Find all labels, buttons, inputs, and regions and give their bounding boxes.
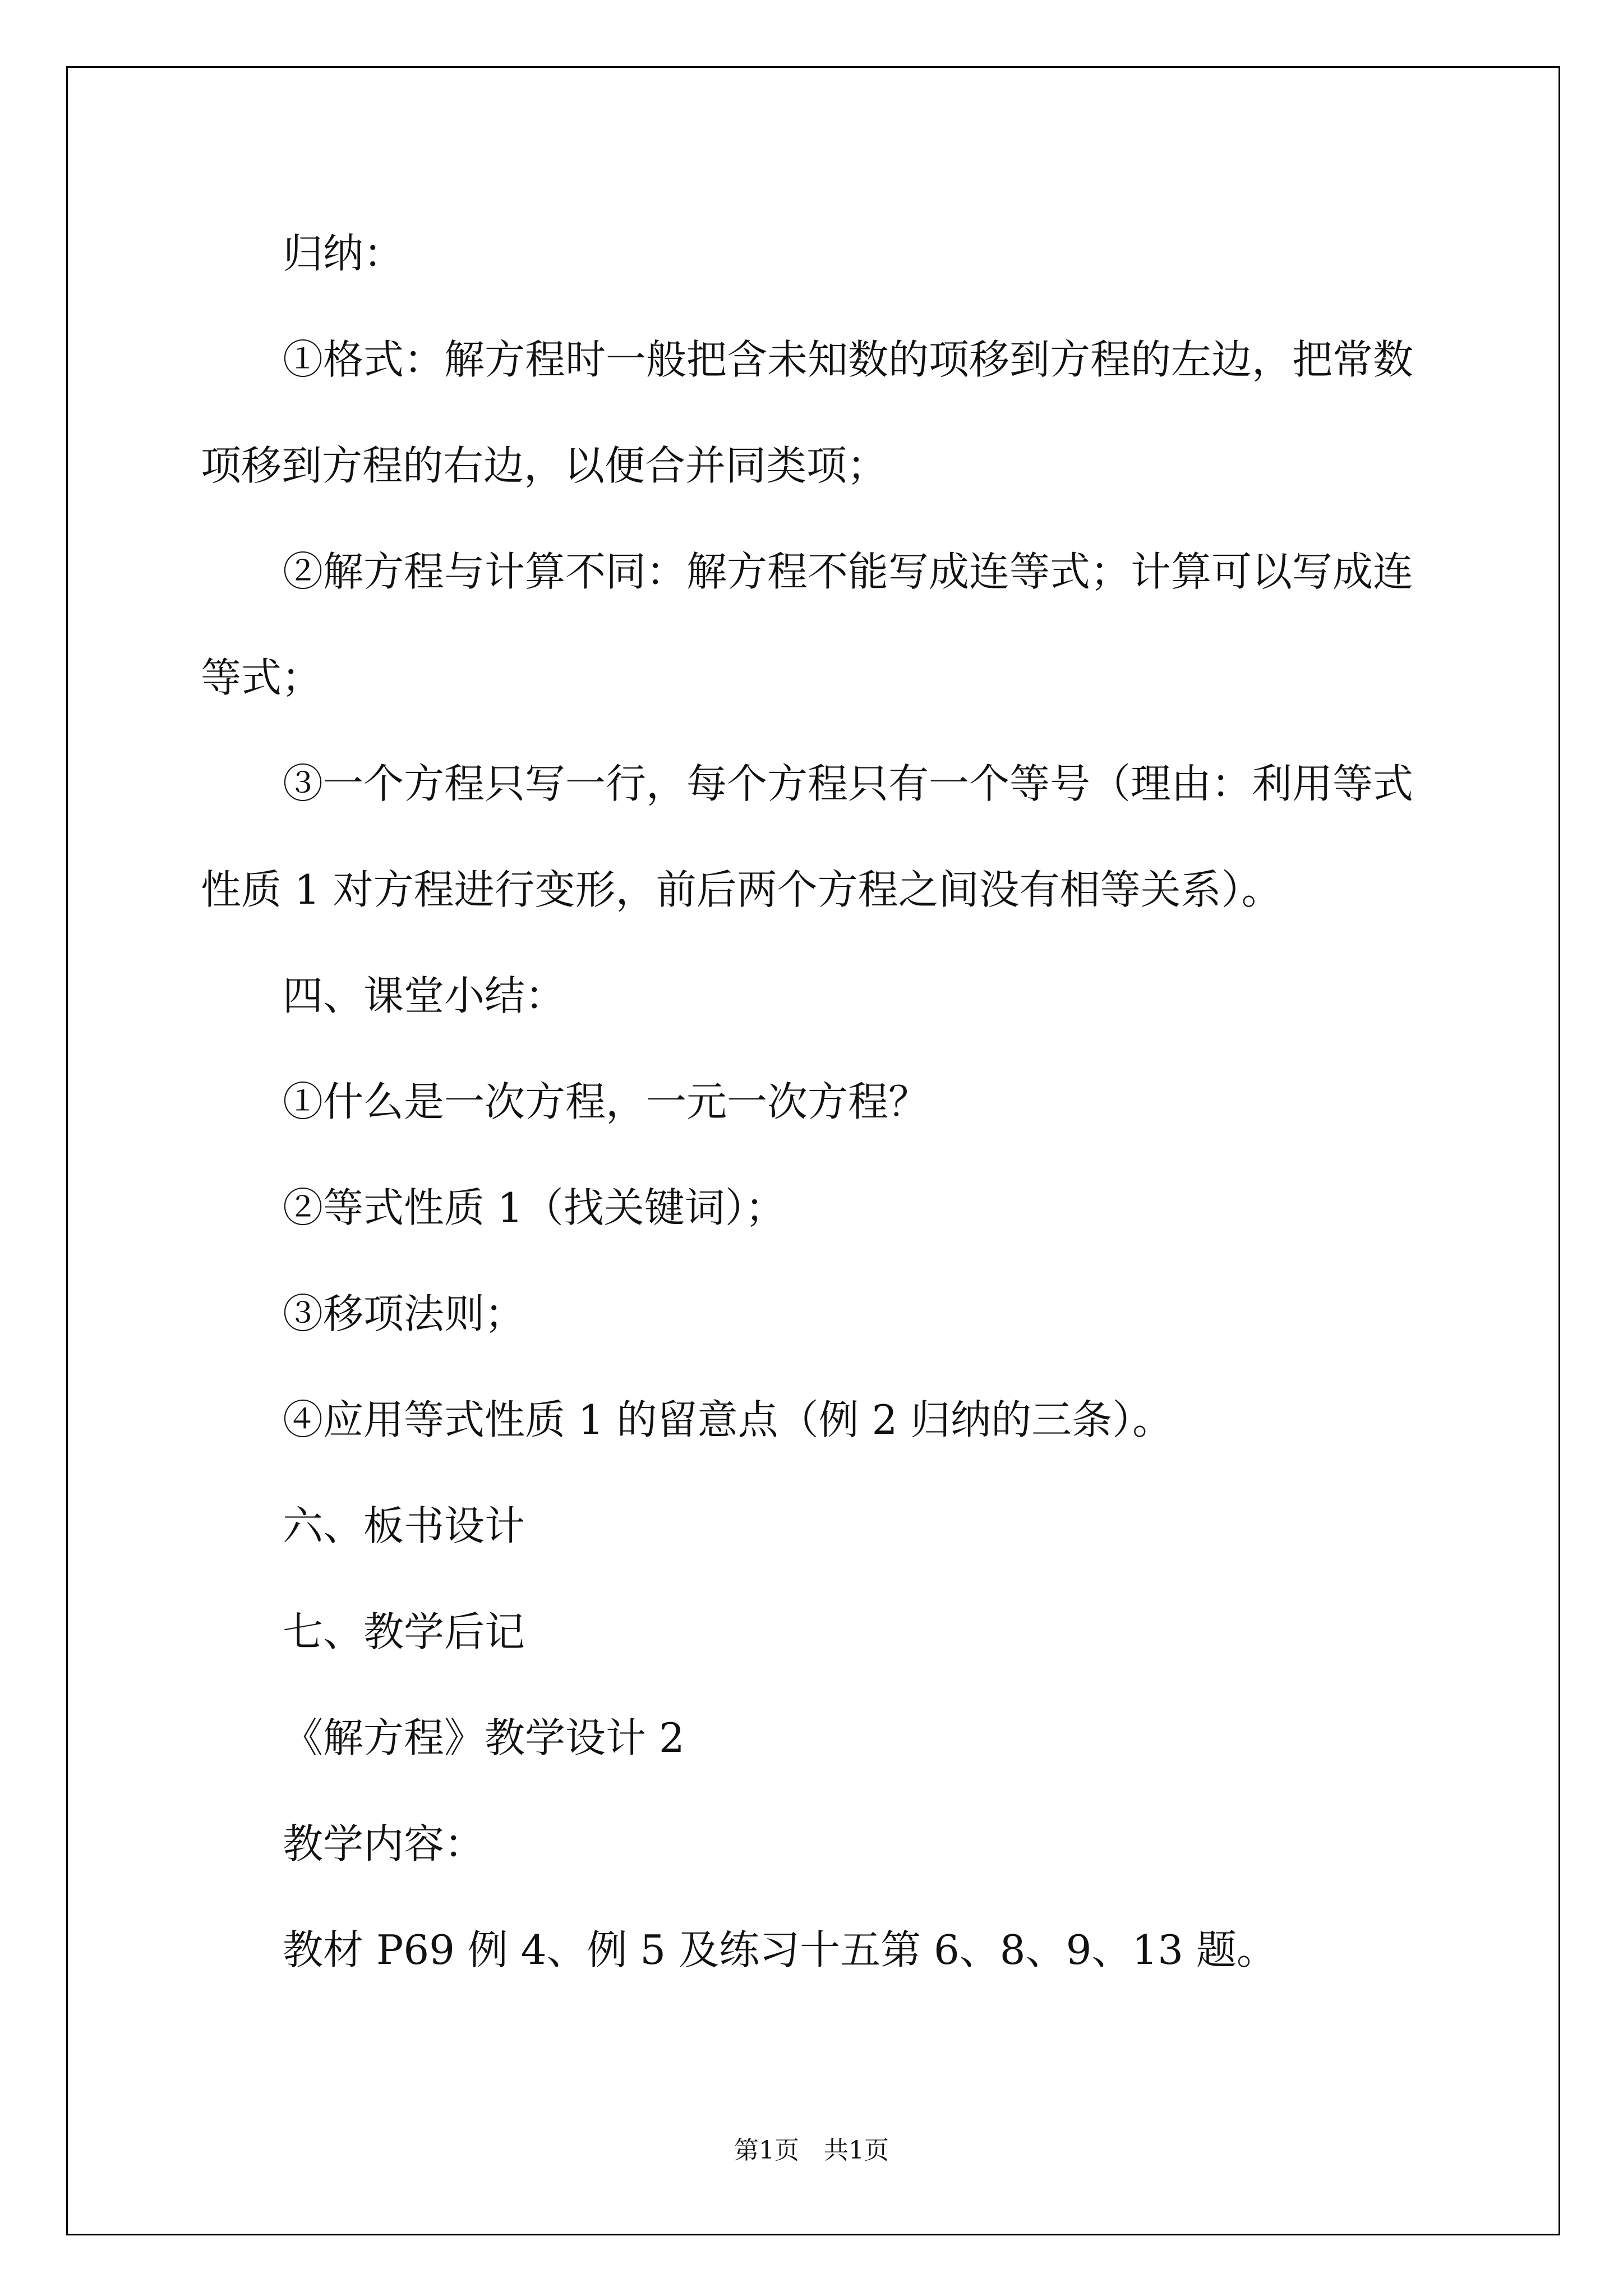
section-heading <box>201 1791 1435 1897</box>
section-heading <box>201 1579 1435 1685</box>
paragraph-line: ④应用等式性质 1 的留意点（例 2 归纳的三条）。 <box>283 1396 1173 1443</box>
document-body <box>201 201 1435 2003</box>
paragraph-line: ②解方程与计算不同：解方程不能写成连等式；计算可以写成连 <box>283 548 1414 595</box>
paragraph-line: ③移项法则； <box>283 1290 525 1337</box>
paragraph-line: 《解方程》教学设计 2 <box>283 1714 685 1761</box>
paragraph <box>201 1049 1435 1155</box>
paragraph-line: 等式； <box>201 654 322 701</box>
paragraph <box>201 1367 1435 1473</box>
paragraph-line: 教学内容： <box>283 1820 485 1867</box>
paragraph <box>201 731 1435 943</box>
paragraph-line: 项移到方程的右边，以便合并同类项； <box>201 442 888 489</box>
paragraph <box>201 1155 1435 1261</box>
paragraph-line: 归纳： <box>283 230 404 277</box>
paragraph <box>201 519 1435 731</box>
paragraph-line: 七、教学后记 <box>283 1608 525 1655</box>
paragraph <box>201 201 1435 307</box>
paragraph-line: 性质 1 对方程进行变形，前后两个方程之间没有相等关系）。 <box>201 866 1282 913</box>
paragraph <box>201 1897 1435 2003</box>
paragraph-line: ①格式：解方程时一般把含未知数的项移到方程的左边，把常数 <box>283 336 1414 383</box>
paragraph-line: 四、课堂小结： <box>283 972 566 1019</box>
paragraph-line: 教材 P69 例 4、例 5 及练习十五第 6、8、9、13 题。 <box>283 1926 1277 1973</box>
paragraph-line: ②等式性质 1（找关键词）； <box>283 1184 786 1231</box>
paragraph-line: 六、板书设计 <box>283 1502 525 1549</box>
document-title <box>201 1685 1435 1791</box>
page-footer: 第1页 共1页 <box>734 2136 889 2165</box>
paragraph <box>201 1261 1435 1367</box>
paragraph-line: ③一个方程只写一行，每个方程只有一个等号（理由：利用等式 <box>283 760 1414 807</box>
section-heading <box>201 1473 1435 1579</box>
paragraph-line: ①什么是一次方程，一元一次方程？ <box>283 1078 929 1125</box>
section-heading <box>201 943 1435 1049</box>
paragraph <box>201 307 1435 519</box>
